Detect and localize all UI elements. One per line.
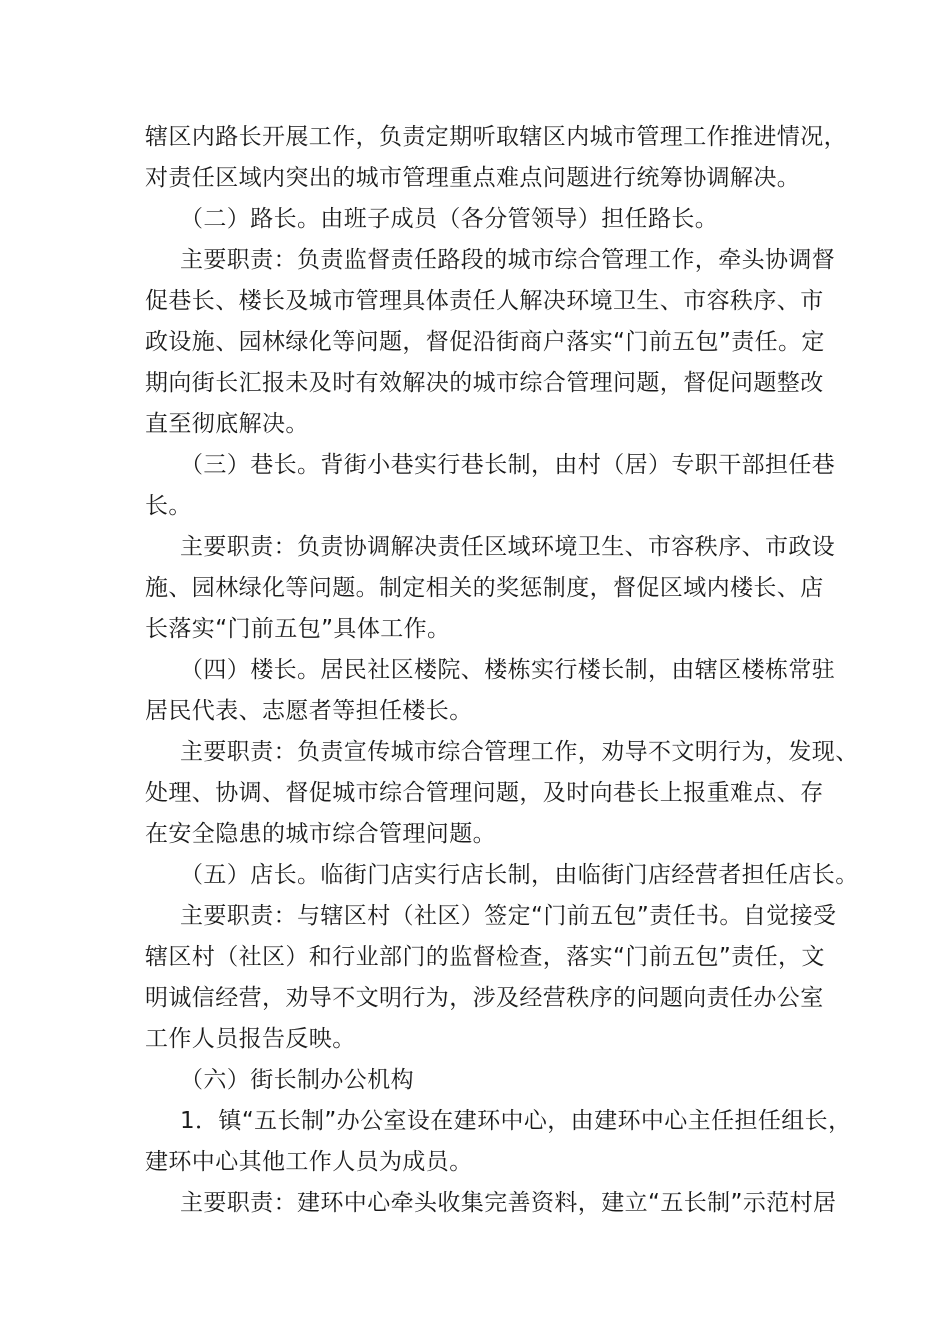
text-line-5: 促巷长、楼长及城市管理具体责任人解决环境卫生、市容秩序、市 — [145, 288, 824, 314]
section-heading-shop-chief: （五）店长。临街门店实行店长制，由临街门店经营者担任店长。 — [180, 862, 859, 888]
text-line-12: 施、园林绿化等问题。制定相关的奖惩制度，督促区域内楼长、店 — [145, 575, 824, 601]
text-line-2: 对责任区域内突出的城市管理重点难点问题进行统筹协调解决。 — [145, 165, 801, 191]
text-line-26: 建环中心其他工作人员为成员。 — [145, 1149, 473, 1175]
text-line-6: 政设施、园林绿化等问题，督促沿街商户落实“门前五包”责任。定 — [145, 329, 825, 355]
text-line-16: 主要职责：负责宣传城市综合管理工作，劝导不文明行为，发现、 — [180, 739, 859, 765]
text-line-8: 直至彻底解决。 — [145, 411, 309, 437]
text-line-10: 长。 — [145, 493, 192, 519]
text-line-18: 在安全隐患的城市综合管理问题。 — [145, 821, 496, 847]
text-line-1: 辖区内路长开展工作，负责定期听取辖区内城市管理工作推进情况， — [145, 124, 847, 150]
text-line-15: 居民代表、志愿者等担任楼长。 — [145, 698, 473, 724]
section-heading-alley-chief: （三）巷长。背街小巷实行巷长制，由村（居）专职干部担任巷 — [180, 452, 836, 478]
text-line-25: 1．镇“五长制”办公室设在建环中心，由建环中心主任担任组长， — [180, 1108, 852, 1134]
section-heading-office: （六）街长制办公机构 — [180, 1067, 414, 1093]
text-line-17: 处理、协调、督促城市综合管理问题，及时向巷长上报重难点、存 — [145, 780, 824, 806]
text-line-20: 主要职责：与辖区村（社区）签定“门前五包”责任书。自觉接受 — [180, 903, 837, 929]
text-line-7: 期向街长汇报未及时有效解决的城市综合管理问题，督促问题整改 — [145, 370, 824, 396]
text-line-23: 工作人员报告反映。 — [145, 1026, 356, 1052]
text-line-4: 主要职责：负责监督责任路段的城市综合管理工作，牵头协调督 — [180, 247, 836, 273]
section-heading-road-chief: （二）路长。由班子成员（各分管领导）担任路长。 — [180, 206, 719, 232]
text-line-13: 长落实“门前五包”具体工作。 — [145, 616, 451, 642]
text-line-21: 辖区村（社区）和行业部门的监督检查，落实“门前五包”责任，文 — [145, 944, 825, 970]
text-line-11: 主要职责：负责协调解决责任区域环境卫生、市容秩序、市政设 — [180, 534, 836, 560]
text-line-22: 明诚信经营，劝导不文明行为，涉及经营秩序的问题向责任办公室 — [145, 985, 824, 1011]
section-heading-building-chief: （四）楼长。居民社区楼院、楼栋实行楼长制，由辖区楼栋常驻 — [180, 657, 836, 683]
text-line-27: 主要职责：建环中心牵头收集完善资料，建立“五长制”示范村居 — [180, 1190, 837, 1216]
